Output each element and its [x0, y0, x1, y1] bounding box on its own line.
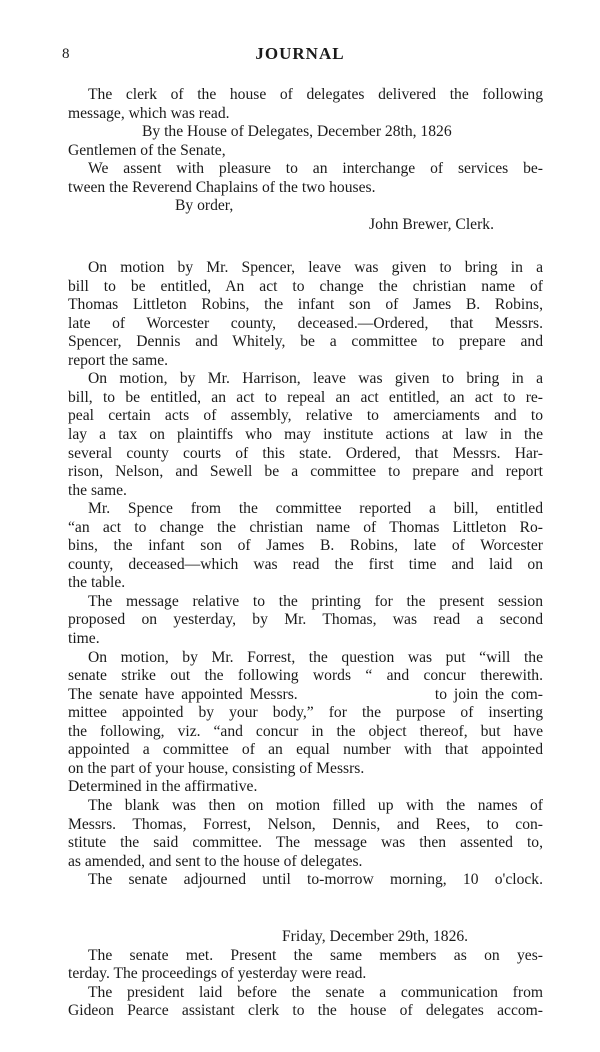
text-line: county, deceased—which was read the first time and laid on — [68, 555, 543, 573]
text-line: as amended, and sent to the house of delegates. — [68, 852, 363, 870]
text-line: On motion, by Mr. Forrest, the question was put “will the — [88, 648, 543, 666]
text-line: stitute the said committee. The message was then assented to, — [68, 834, 543, 852]
text-line: On motion, by Mr. Harrison, leave was given to bring in a — [88, 370, 543, 388]
text-line: rison, Nelson, and Sewell be a committee to prepare and report — [68, 463, 543, 481]
text-line: Mr. Spence from the committee reported a bill, entitled — [88, 500, 543, 518]
text-line: The senate adjourned until to-morrow morning, 10 o'clock. — [88, 871, 543, 889]
text-line: Messrs. Thomas, Forrest, Nelson, Dennis, and Rees, to con- — [68, 815, 543, 833]
text-line: On motion by Mr. Spencer, leave was given to bring in a — [88, 259, 543, 276]
text-line: terday. The proceedings of yesterday were read. — [68, 965, 367, 983]
text-line: The message relative to the printing for the present session — [88, 592, 543, 610]
text-line: By order, — [175, 197, 234, 215]
text-line: message, which was read. — [68, 104, 230, 122]
text-line: John Brewer, Clerk. — [369, 215, 494, 233]
text-line: The senate met. Present the same members as on yes- — [88, 946, 543, 964]
text-line: appointed a committee of an equal number with that appointed — [68, 741, 543, 759]
text-line: The clerk of the house of delegates delivered the following — [88, 86, 543, 103]
text-line: the table. — [68, 574, 126, 592]
text-line: tween the Reverend Chaplains of the two houses. — [68, 178, 376, 196]
text-line: time. — [68, 630, 100, 647]
text-line: We assent with pleasure to an interchange of services be- — [88, 160, 543, 178]
text-line: Friday, December 29th, 1826. — [282, 928, 469, 945]
text-line: the same. — [68, 481, 127, 499]
text-line: Gentlemen of the Senate, — [68, 141, 226, 159]
text-line: Thomas Littleton Robins, the infant son of James B. Robins, — [68, 296, 543, 314]
text-line: bill, to be entitled, an act to repeal an act entitled, an act to re- — [68, 388, 543, 406]
text-line: The president laid before the senate a communication from — [88, 983, 543, 1001]
text-line: The senate have appointed Messrs. to join the com- — [68, 685, 543, 703]
text-line: Determined in the affirmative. — [68, 778, 258, 796]
text-line: Gideon Pearce assistant clerk to the house of delegates accom- — [68, 1002, 543, 1020]
page-number: 8 — [62, 46, 70, 62]
text-line: lay a tax on plaintiffs who may institute actions at law in the — [68, 425, 543, 443]
text-line: By the House of Delegates, December 28th, 1826 — [142, 123, 452, 141]
text-line: “an act to change the christian name of Thomas Littleton Ro- — [68, 518, 543, 536]
text-line: on the part of your house, consisting of Messrs. — [68, 759, 365, 777]
text-line: Spencer, Dennis and Whitely, be a committee to prepare and — [68, 333, 543, 351]
text-line: report the same. — [68, 351, 169, 369]
running-head: JOURNAL — [255, 44, 345, 63]
text-line: bins, the infant son of James B. Robins, late of Worcester — [68, 537, 543, 555]
text-line: proposed on yesterday, by Mr. Thomas, was read a second — [68, 611, 543, 629]
text-line: peal certain acts of assembly, relative to amerciaments and to — [68, 407, 543, 425]
text-line: The blank was then on motion filled up with the names of — [88, 796, 543, 814]
text-line: mittee appointed by your body,” for the purpose of inserting — [68, 704, 543, 722]
text-line: the following, viz. “and concur in the object thereof, but have — [68, 722, 543, 740]
text-line: several county courts of this state. Ordered, that Messrs. Har- — [68, 444, 543, 462]
text-line: senate strike out the following words “ and concur therewith. — [68, 667, 543, 685]
text-line: bill to be entitled, An act to change the christian name of — [68, 277, 543, 295]
text-line: late of Worcester county, deceased.—Ordered, that Messrs. — [68, 314, 543, 332]
